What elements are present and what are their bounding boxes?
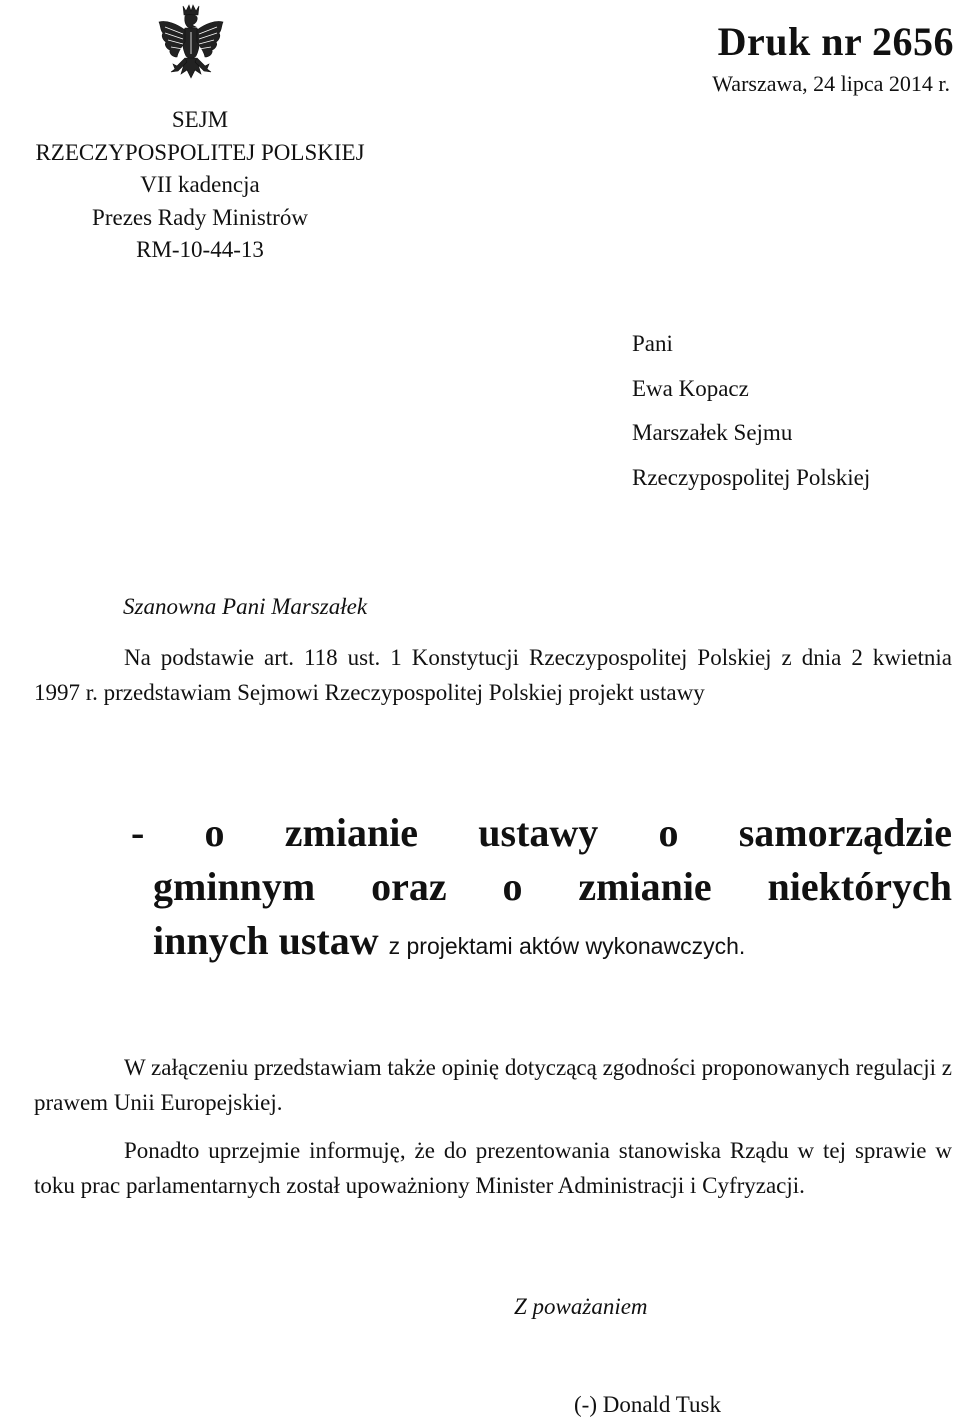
info-paragraph: [34, 1133, 952, 1203]
header-line-reference: RM-10-44-13: [136, 237, 264, 262]
bill-title-bold: innych ustaw: [153, 918, 379, 963]
intro-paragraph: [34, 640, 952, 710]
polish-eagle-icon: [155, 2, 227, 94]
bill-title-tail: z projektami aktów wykonawczych.: [388, 933, 746, 959]
annex-paragraph: [34, 1050, 952, 1120]
salutation: Szanowna Pani Marszałek: [123, 594, 368, 619]
header-line-republic: RZECZYPOSPOLITEJ POLSKIEJ: [35, 139, 365, 165]
info-text: Ponadto uprzejmie informuję, że do prezentowania stanowiska Rządu w tej sprawie w toku prac parlamentarnych został upoważniony Minister Administracji i Cyfryzacji.: [34, 1138, 952, 1198]
recipient-line-4: Rzeczypospolitej Polskiej: [632, 464, 871, 490]
intro-text: Na podstawie art. 118 ust. 1 Konstytucji Rzeczypospolitej Polskiej z dnia 2 kwietnia 1997 r. przedstawiam Sejmowi Rzeczypospolitej Polskiej projekt ustawy: [34, 645, 952, 705]
signature: (-) Donald Tusk: [574, 1392, 721, 1417]
recipient-line-3: Marszałek Sejmu: [632, 420, 793, 445]
recipient-block: [632, 322, 870, 500]
bill-title-line-3: [131, 914, 952, 973]
header-line-term: VII kadencja: [140, 172, 260, 197]
annex-text: W załączeniu przedstawiam także opinię dotyczącą zgodności proponowanych regulacji z prawem Unii Europejskiej.: [34, 1055, 952, 1115]
sender-header: [0, 104, 400, 267]
header-line-sejm: SEJM: [171, 107, 229, 132]
recipient-line-2: Ewa Kopacz: [632, 375, 749, 401]
header-line-office: Prezes Rady Ministrów: [92, 204, 308, 230]
bill-title: [131, 806, 952, 973]
place-date: Warszawa, 24 lipca 2014 r.: [712, 71, 950, 96]
print-number: Druk nr 2656: [717, 19, 954, 64]
recipient-line-1: Pani: [632, 331, 673, 356]
bill-title-line-2: gminnym oraz o zmianie niektórych: [153, 864, 952, 909]
closing-phrase: Z poważaniem: [514, 1294, 648, 1319]
bill-title-line-1: - o zmianie ustawy o samorządzie: [131, 810, 952, 855]
